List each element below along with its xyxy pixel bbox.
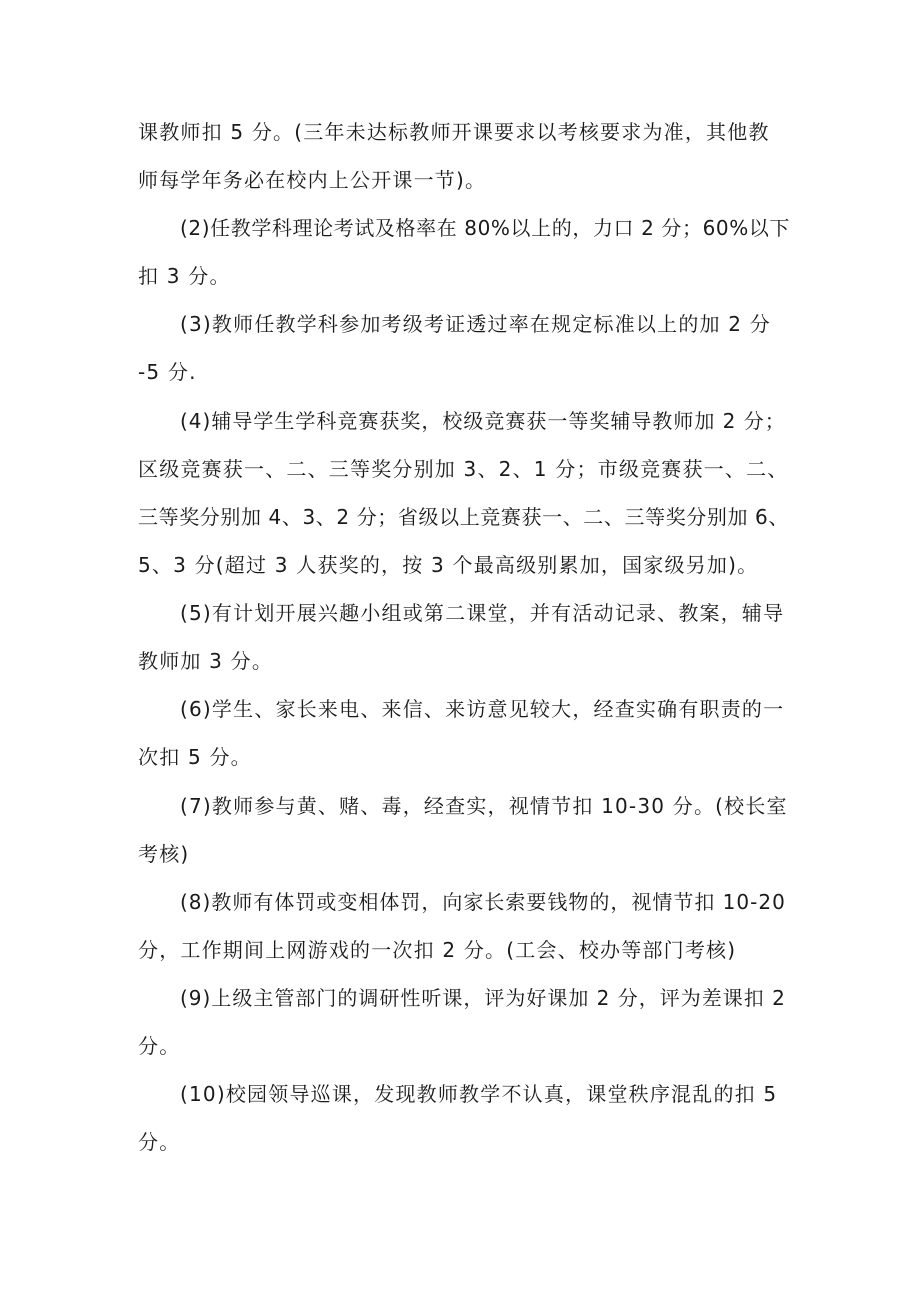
text-line: 课教师扣 5 分。(三年未达标教师开课要求以考核要求为准，其他教 bbox=[138, 120, 770, 144]
text-line: -5 分. bbox=[138, 360, 197, 384]
text-line: 三等奖分别加 4、3、2 分；省级以上竞赛获一、二、三等奖分别加 6、 bbox=[138, 505, 789, 529]
text-line: (6)学生、家长来电、来信、来访意见较大，经查实确有职责的一 bbox=[180, 697, 785, 721]
text-line: (3)教师任教学科参加考级考证透过率在规定标准以上的加 2 分 bbox=[180, 312, 771, 336]
text-line: (10)校园领导巡课，发现教师教学不认真，课堂秩序混乱的扣 5 bbox=[180, 1082, 778, 1106]
text-line: (4)辅导学生学科竞赛获奖，校级竞赛获一等奖辅导教师加 2 分； bbox=[180, 409, 786, 433]
text-line: (5)有计划开展兴趣小组或第二课堂，并有活动记录、教案，辅导 bbox=[180, 601, 785, 625]
text-line: (7)教师参与黄、赌、毒，经查实，视情节扣 10-30 分。(校长室 bbox=[180, 794, 788, 818]
text-line: 分。 bbox=[138, 1034, 181, 1058]
text-line: 5、3 分(超过 3 人获奖的，按 3 个最高级别累加，国家级另加)。 bbox=[138, 553, 759, 577]
text-line: 考核) bbox=[138, 842, 190, 866]
text-line: 区级竞赛获一、二、三等奖分别加 3、2、1 分；市级竞赛获一、二、 bbox=[138, 457, 789, 481]
text-line: 教师加 3 分。 bbox=[138, 649, 274, 673]
text-line: 扣 3 分。 bbox=[138, 264, 231, 288]
text-line: 次扣 5 分。 bbox=[138, 745, 252, 769]
text-line: (9)上级主管部门的调研性听课，评为好课加 2 分，评为差课扣 2 bbox=[180, 986, 786, 1010]
text-line: (8)教师有体罚或变相体罚，向家长索要钱物的，视情节扣 10-20 bbox=[180, 890, 786, 914]
text-line: 分，工作期间上网游戏的一次扣 2 分。(工会、校办等部门考核) bbox=[138, 938, 737, 962]
text-line: 师每学年务必在校内上公开课一节)。 bbox=[138, 168, 487, 192]
text-line: (2)任教学科理论考试及格率在 80%以上的，力口 2 分；60%以下 bbox=[180, 216, 791, 240]
text-line: 分。 bbox=[138, 1130, 181, 1154]
